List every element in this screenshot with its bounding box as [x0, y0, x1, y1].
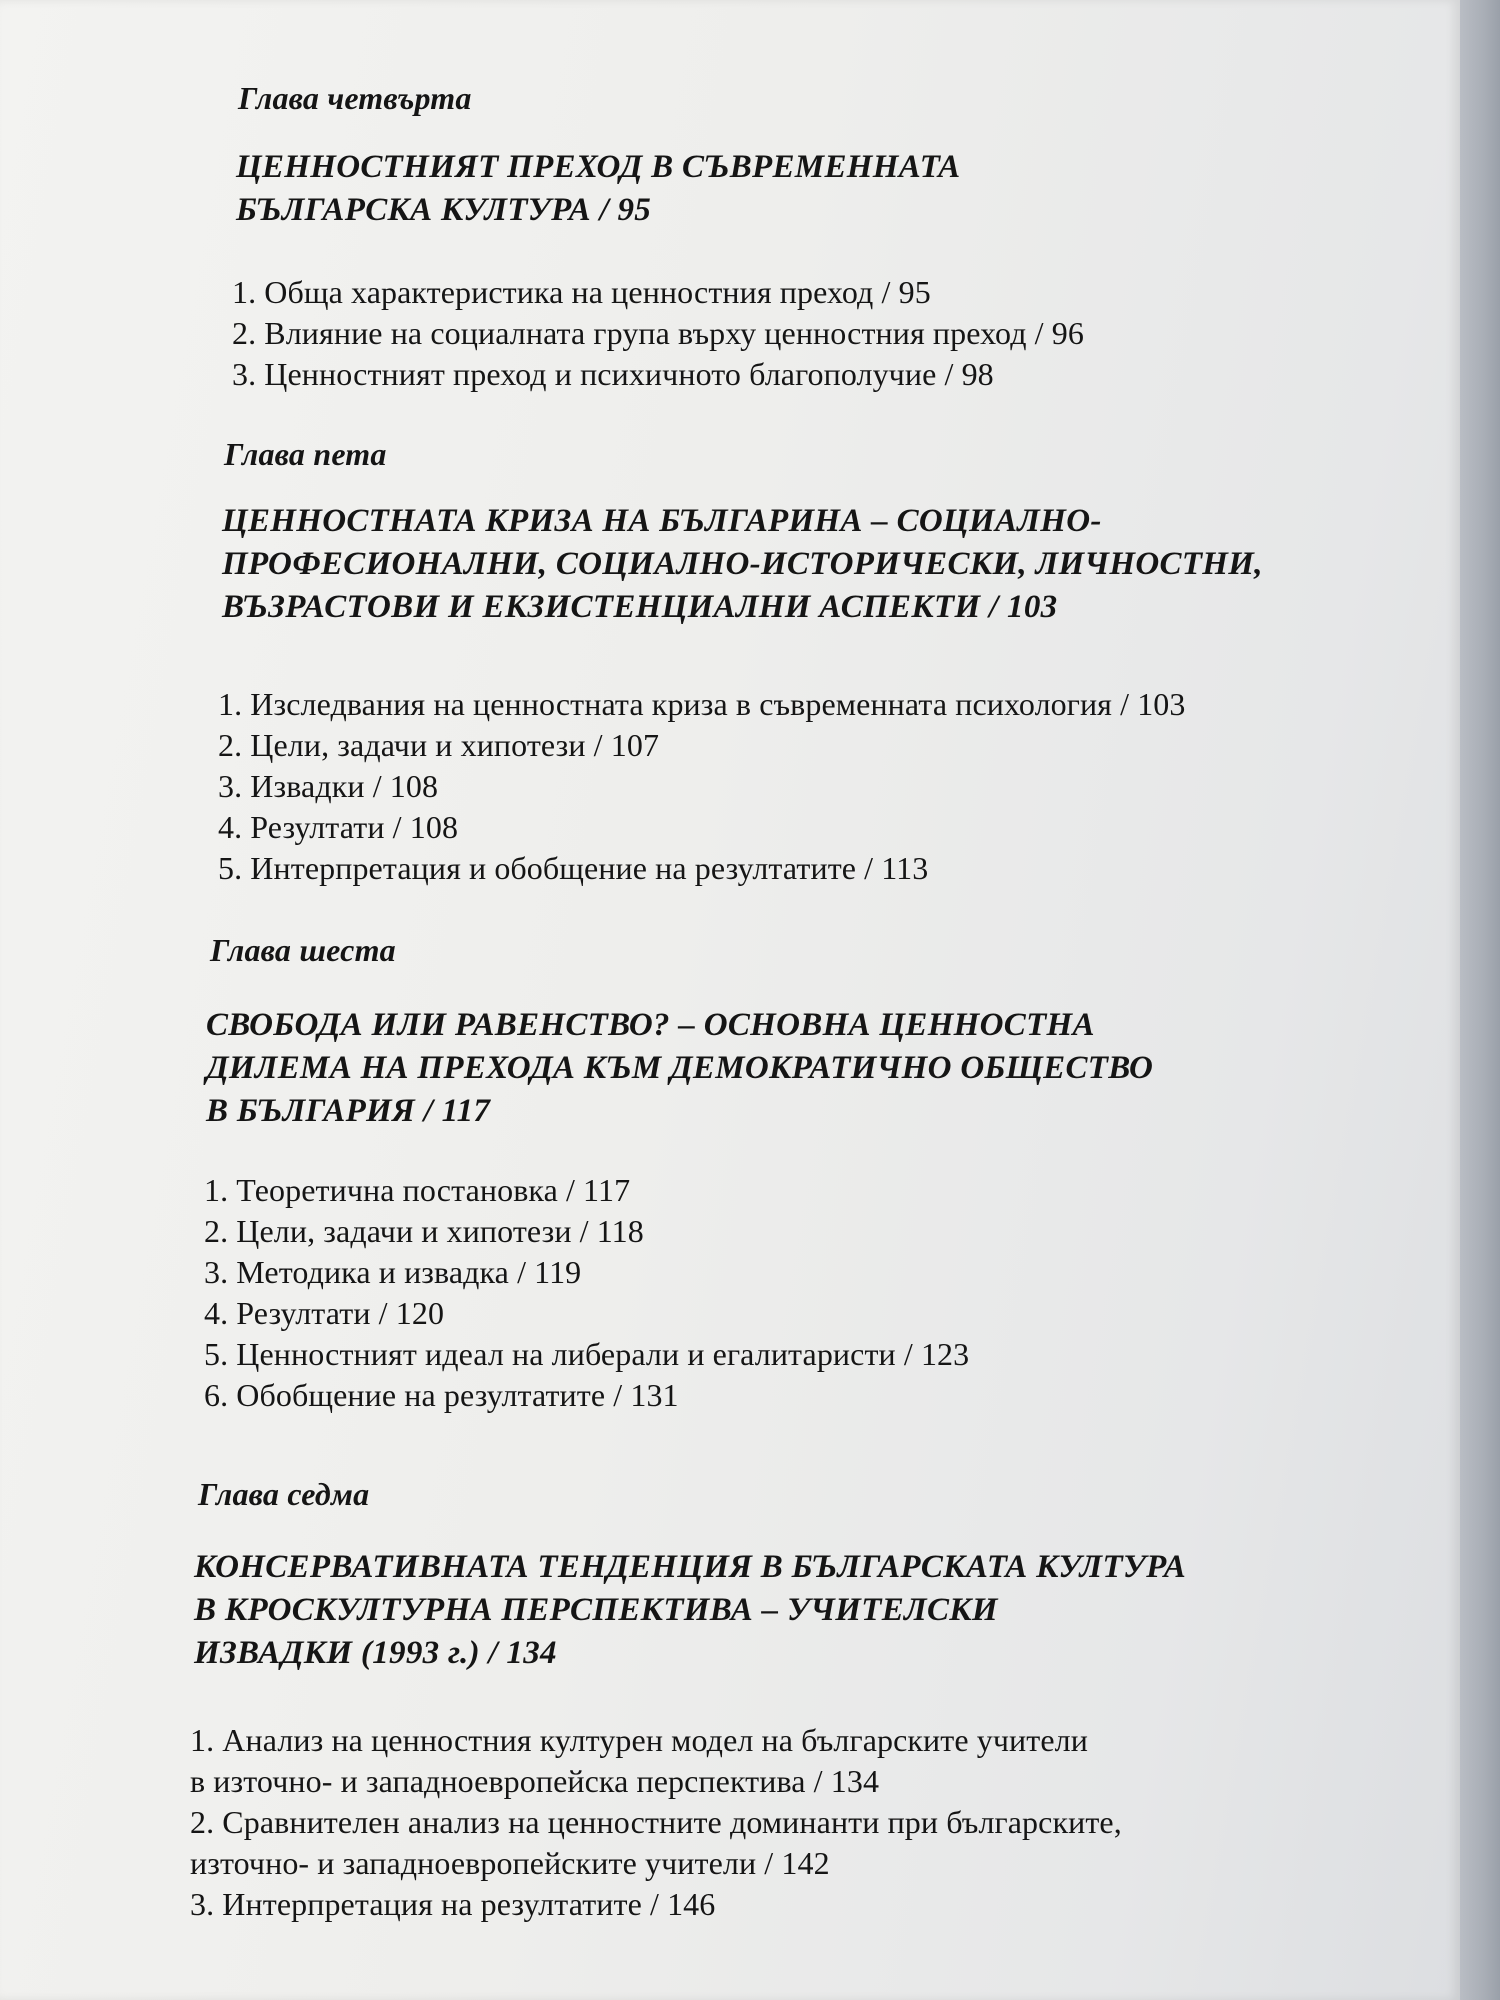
chapter-title-line: В БЪЛГАРИЯ / 117 [206, 1093, 491, 1129]
chapter-title-line: ИЗВАДКИ (1993 г.) / 134 [194, 1635, 557, 1671]
chapter-label: Глава шеста [210, 932, 396, 968]
chapter-title [194, 1546, 1186, 1675]
toc-item: източно- и западноевропейските учители / 142 [190, 1845, 830, 1881]
chapter-items [218, 684, 1186, 889]
chapter-label: Глава пета [224, 436, 387, 472]
chapter-title-line: ЦЕННОСТНАТА КРИЗА НА БЪЛГАРИНА – СОЦИАЛНО- [222, 503, 1102, 539]
chapter-title-line: В КРОСКУЛТУРНА ПЕРСПЕКТИВА – УЧИТЕЛСКИ [194, 1592, 998, 1628]
chapter-title-line: ПРОФЕСИОНАЛНИ, СОЦИАЛНО-ИСТОРИЧЕСКИ, ЛИЧНОСТНИ, [222, 546, 1263, 582]
toc-item: 2. Цели, задачи и хипотези / 107 [218, 727, 660, 763]
toc-item: 4. Резултати / 108 [218, 809, 459, 845]
toc-item: 5. Интерпретация и обобщение на резултатите / 113 [218, 850, 929, 886]
chapter-title-line: ВЪЗРАСТОВИ И ЕКЗИСТЕНЦИАЛНИ АСПЕКТИ / 103 [222, 589, 1058, 625]
chapter-title [222, 500, 1263, 629]
chapter-title-line: СВОБОДА ИЛИ РАВЕНСТВО? – ОСНОВНА ЦЕННОСТНА [206, 1007, 1095, 1043]
chapter-title-line: КОНСЕРВАТИВНАТА ТЕНДЕНЦИЯ В БЪЛГАРСКАТА КУЛТУРА [194, 1549, 1187, 1585]
toc-item: 6. Обобщение на резултатите / 131 [204, 1377, 679, 1413]
chapter-title [206, 1004, 1153, 1133]
chapter-title [236, 146, 960, 232]
toc-item: 2. Сравнителен анализ на ценностните доминанти при българските, [190, 1804, 1122, 1840]
toc-item: 1. Теоретична постановка / 117 [204, 1172, 631, 1208]
page-edge-shadow [1460, 0, 1500, 2000]
toc-item: 4. Резултати / 120 [204, 1295, 445, 1331]
toc-item: 1. Обща характеристика на ценностния преход / 95 [232, 274, 931, 310]
chapter-label: Глава седма [198, 1476, 370, 1512]
chapter-label: Глава четвърта [238, 80, 472, 116]
toc-item: в източно- и западноевропейска перспектива / 134 [190, 1763, 880, 1799]
toc-item: 3. Методика и извадка / 119 [204, 1254, 582, 1290]
toc-item: 5. Ценностният идеал на либерали и егалитаристи / 123 [204, 1336, 970, 1372]
chapter-title-line: ЦЕННОСТНИЯТ ПРЕХОД В СЪВРЕМЕННАТА [236, 149, 961, 185]
toc-item: 3. Извадки / 108 [218, 768, 439, 804]
toc-item: 1. Анализ на ценностния културен модел на българските учители [190, 1722, 1088, 1758]
toc-item: 2. Цели, задачи и хипотези / 118 [204, 1213, 644, 1249]
toc-item: 1. Изследвания на ценностната криза в съвременната психология / 103 [218, 686, 1186, 722]
chapter-title-line: ДИЛЕМА НА ПРЕХОДА КЪМ ДЕМОКРАТИЧНО ОБЩЕСТВО [206, 1050, 1154, 1086]
toc-item: 3. Интерпретация на резултатите / 146 [190, 1886, 716, 1922]
chapter-items [190, 1720, 1122, 1925]
chapter-title-line: БЪЛГАРСКА КУЛТУРА / 95 [236, 192, 652, 228]
toc-item: 3. Ценностният преход и психичното благополучие / 98 [232, 356, 994, 392]
chapter-items [232, 272, 1084, 395]
toc-item: 2. Влияние на социалната група върху ценностния преход / 96 [232, 315, 1084, 351]
chapter-items [204, 1170, 969, 1416]
